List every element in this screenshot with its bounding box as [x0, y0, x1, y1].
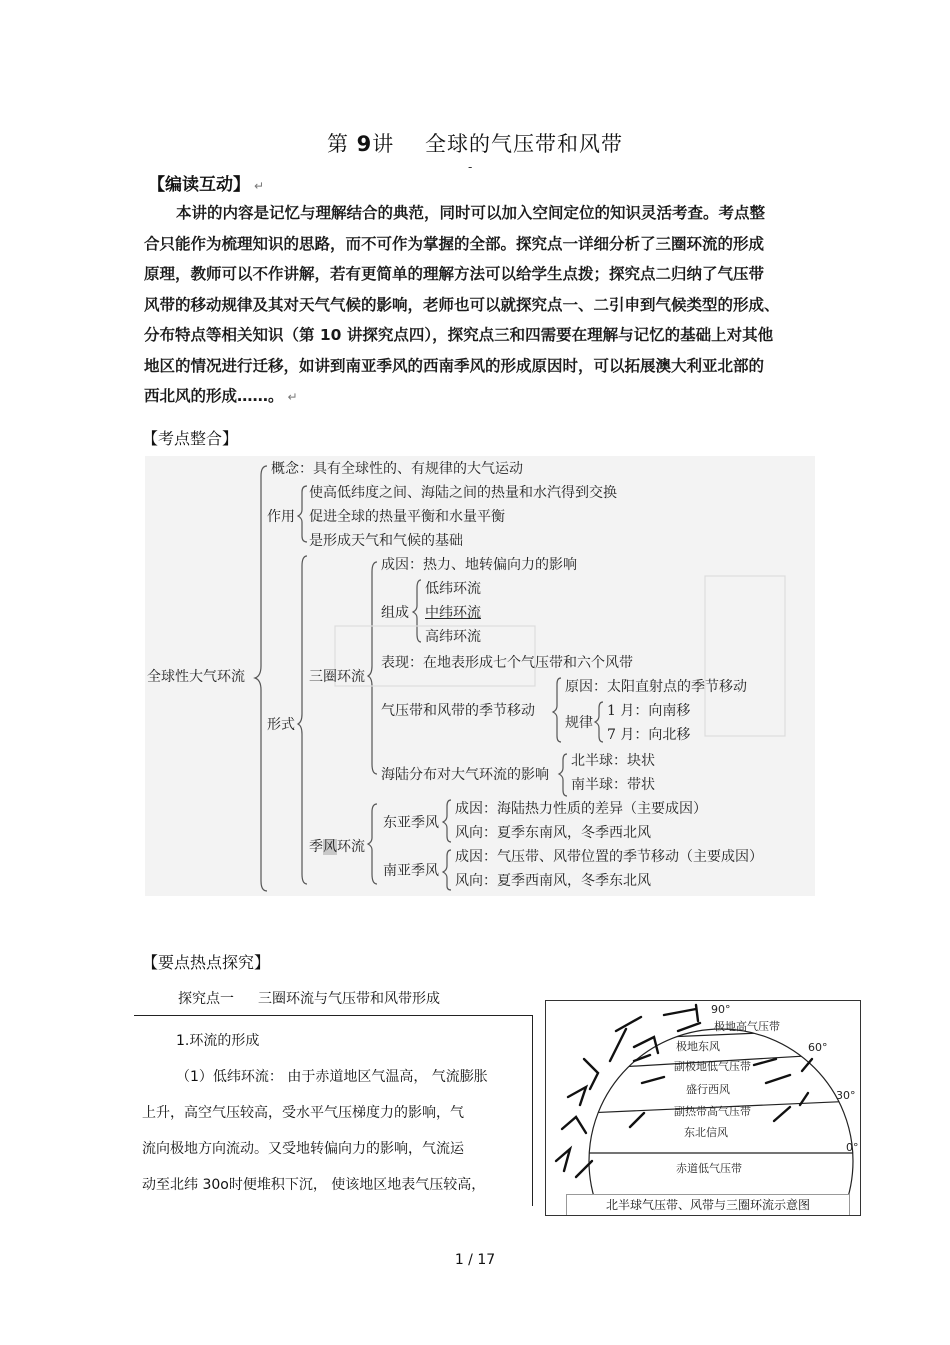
- mindmap-comp-label: 组成: [381, 605, 409, 621]
- mindmap-rule-label: 规律: [565, 715, 593, 731]
- intro-line: 原理，教师可以不作讲解，若有更简单的理解方法可以给学生点拨；探究点二归纳了气压带: [144, 265, 765, 283]
- mindmap-role: 是形成天气和气候的基础: [309, 533, 463, 549]
- bracket-root: [255, 466, 267, 891]
- circulation-arrow: [696, 1005, 698, 1021]
- mindmap-south-label: 南亚季风: [383, 863, 439, 879]
- title-mark: -: [468, 160, 473, 174]
- mindmap-root: 全球性大气环流: [147, 669, 245, 685]
- mindmap-east-label: 东亚季风: [383, 815, 439, 831]
- intro-line: 合只能作为梳理知识的思路，而不可作为掌握的全部。探究点一详细分析了三圈环流的形成: [144, 234, 765, 253]
- circulation-arrow: [556, 1149, 570, 1171]
- section-heading-inquiry: 【要点热点探究】: [142, 953, 271, 972]
- zone-label: 副热带高气压带: [674, 1105, 751, 1118]
- circulation-arrow: [642, 1077, 664, 1083]
- mindmap-form-label: 形式: [267, 717, 295, 733]
- circulation-arrow: [678, 1023, 700, 1031]
- circulation-arrow: [562, 1117, 586, 1133]
- textbox-line: 动至北纬 30o时便堆积下沉， 使该地区地表气压较高，: [142, 1177, 486, 1193]
- bracket-role: [298, 486, 307, 542]
- circulation-arrow: [664, 1009, 696, 1015]
- intro-paragraph: [144, 198, 814, 413]
- intro-line: 本讲的内容是记忆与理解结合的典范，同时可以加入空间定位的知识灵活考查。考点整: [176, 204, 766, 222]
- lat-label-60: 60°: [808, 1041, 828, 1054]
- bracket-comp: [413, 580, 421, 642]
- circulation-figure: [545, 1000, 861, 1216]
- mindmap-three-cell-label: 三圈环流: [309, 669, 365, 685]
- mindmap-south: 风向：夏季西南风，冬季东北风: [455, 873, 651, 889]
- mindmap-seasonal-cause: 原因：太阳直射点的季节移动: [565, 679, 747, 695]
- mindmap-rule: 1 月：向南移: [607, 703, 691, 719]
- bracket-land-sea: [559, 754, 567, 796]
- zone-label: 盛行西风: [686, 1083, 730, 1096]
- intro-line: 地区的情况进行迁移，如讲到南亚季风的西南季风的形成原因时，可以拓展澳大利亚北部的: [144, 356, 765, 375]
- mindmap-role: 使高低纬度之间、海陆之间的热量和水汽得到交换: [309, 485, 617, 501]
- bracket-east: [443, 800, 451, 842]
- mindmap-east: 风向：夏季东南风，冬季西北风: [455, 825, 651, 841]
- mindmap-comp: 中纬环流: [425, 605, 481, 621]
- bracket-south: [443, 850, 451, 890]
- textbox-line: （1）低纬环流： 由于赤道地区气温高， 气流膨胀: [176, 1069, 488, 1085]
- mindmap-comp: 低纬环流: [425, 581, 481, 597]
- bracket-form: [298, 556, 307, 884]
- textbox-heading: 1.环流的形成: [176, 1033, 260, 1049]
- bracket-monsoon: [368, 804, 377, 884]
- mindmap-land-sea: 南半球：带状: [571, 777, 655, 793]
- circulation-arrow: [630, 1113, 644, 1127]
- zone-label: 极地东风: [676, 1040, 720, 1053]
- circulation-arrow: [584, 1059, 598, 1089]
- inquiry-textbox: [134, 1015, 533, 1206]
- zone-label: 极地高气压带: [714, 1020, 780, 1033]
- circulation-arrow: [616, 1017, 641, 1031]
- circulation-arrow: [774, 1107, 790, 1121]
- section-heading-summary: 【考点整合】: [142, 429, 239, 448]
- mindmap-seasonal-label: 气压带和风带的季节移动: [381, 703, 535, 719]
- circulation-arrow: [610, 1029, 626, 1061]
- mindmap-expression: 表现：在地表形成七个气压带和六个风带: [381, 655, 633, 671]
- page-title: 第 9讲 全球的气压带和风带: [326, 132, 623, 156]
- textbox-line: 流向极地方向流动。又受地转偏向力的影响，气流运: [142, 1141, 464, 1157]
- mindmap-three-cell-cause: 成因：热力、地转偏向力的影响: [381, 557, 577, 573]
- mindmap-rule: 7 月：向北移: [607, 727, 691, 743]
- mindmap-monsoon-label: 季风环流: [309, 839, 365, 855]
- mindmap-concept: 概念：具有全球性的、有规律的大气运动: [271, 461, 523, 477]
- intro-line: 风带的移动规律及其对天气气候的影响，老师也可以就探究点一、二引申到气候类型的形成、: [144, 295, 780, 314]
- lat-label-30: 30°: [836, 1089, 856, 1102]
- lat-label-0: 0°: [846, 1141, 859, 1154]
- earth-outline: [589, 1029, 853, 1215]
- lat-label-90: 90°: [711, 1003, 731, 1016]
- bracket-three-cell: [368, 562, 377, 774]
- concept-mindmap: [145, 456, 815, 896]
- mindmap-land-sea-label: 海陆分布对大气环流的影响: [381, 767, 549, 783]
- mindmap-role: 促进全球的热量平衡和水量平衡: [309, 509, 505, 525]
- inquiry-heading: 探究点一 三圈环流与气压带和风带形成: [178, 991, 440, 1007]
- mindmap-east: 成因：海陆热力性质的差异（主要成因）: [455, 801, 707, 817]
- circulation-arrow: [568, 1087, 586, 1105]
- figure-caption: 北半球气压带、风带与三圈环流示意图: [566, 1194, 850, 1216]
- mindmap-land-sea: 北半球：块状: [571, 753, 655, 769]
- mindmap-south: 成因：气压带、风带位置的季节移动（主要成因）: [455, 849, 763, 865]
- circulation-arrow: [766, 1075, 790, 1083]
- zone-label: 副极地低气压带: [674, 1060, 751, 1073]
- circulation-arrow: [754, 1059, 776, 1065]
- intro-line: 分布特点等相关知识（第 10 讲探究点四），探究点三和四需要在理解与记忆的基础上对其他: [144, 326, 774, 344]
- zone-label: 赤道低气压带: [676, 1162, 742, 1175]
- bracket-seasonal: [553, 678, 561, 742]
- circulation-arrow: [634, 1037, 658, 1053]
- bg-faint-box: [705, 576, 785, 736]
- zone-label: 东北信风: [684, 1126, 728, 1139]
- mindmap-role-label: 作用: [267, 509, 295, 525]
- page-number: 1 / 17: [454, 1252, 496, 1268]
- intro-line: 西北风的形成……。 ↵: [144, 387, 298, 405]
- textbox-line: 上升，高空气压较高，受水平气压梯度力的影响，气: [142, 1105, 464, 1121]
- bracket-rule: [595, 702, 603, 742]
- mindmap-comp: 高纬环流: [425, 629, 481, 645]
- section-heading-editorial: 【编读互动】 ↵: [148, 175, 265, 195]
